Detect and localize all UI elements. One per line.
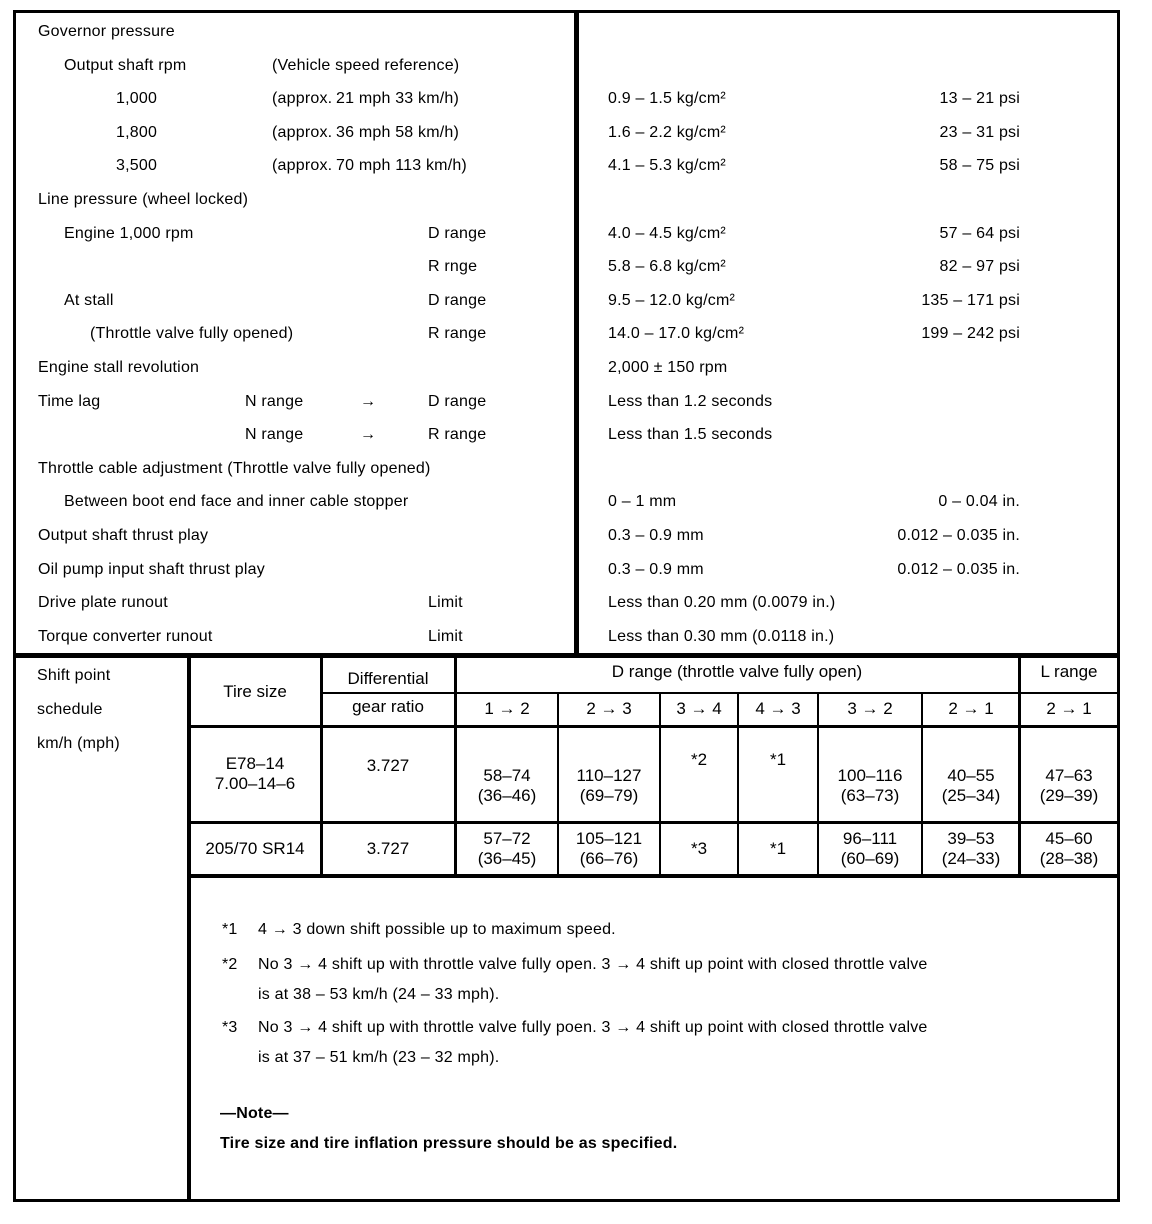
footnote-text: is at 37 – 51 km/h (23 – 32 mph). [258, 1049, 500, 1066]
arrow-icon: → [360, 392, 377, 410]
footnote-ref [738, 822, 818, 876]
cell-text: gear ratio [352, 697, 424, 716]
cell-text: 3.727 [366, 839, 410, 858]
cell-text: D range (throttle valve fully open) [611, 662, 863, 681]
spec-value-metric: Less than 0.20 mm (0.0079 in.) [608, 594, 836, 612]
spec-value-metric: 14.0 – 17.0 kg/cm² [608, 325, 745, 343]
spec-label: Engine 1,000 rpm [64, 224, 194, 242]
shift-speed-cell [818, 822, 922, 876]
spec-label: 1,000 [116, 90, 158, 108]
footnote-ref [660, 822, 738, 876]
spec-label: Governor pressure [38, 23, 175, 40]
spec-value-metric: 1.6 – 2.2 kg/cm² [608, 123, 726, 141]
spec-label: Oil pump input shaft thrust play [38, 560, 265, 578]
footnote-marker: *3 [222, 1019, 238, 1036]
spec-range: D range [428, 224, 487, 242]
shift-speed-cell [922, 822, 1020, 876]
spec-range: Limit [428, 594, 463, 612]
shift-speed-cell [456, 822, 558, 876]
cell-text: 39–53 [947, 829, 995, 848]
spec-label: Engine stall revolution [38, 359, 200, 376]
shift-schedule-label: Shift point [37, 667, 111, 684]
spec-value-metric: 0.9 – 1.5 kg/cm² [608, 90, 726, 108]
spec-value-metric: 4.0 – 4.5 kg/cm² [608, 224, 726, 242]
cell-text: Tire size [223, 682, 287, 701]
spec-value-imperial: 82 – 97 psi [939, 258, 1020, 276]
spec-value-imperial: 57 – 64 psi [939, 224, 1020, 242]
cell-text: 1 → 2 [484, 699, 530, 718]
cell-text: 45–60 [1045, 829, 1093, 848]
footnote-marker: *2 [222, 956, 238, 973]
cell-text: (63–73) [840, 786, 900, 805]
shift-column-header [818, 694, 922, 724]
spec-range: R range [428, 426, 487, 444]
cell-text: 40–55 [947, 766, 995, 785]
spec-from-range: N range [245, 426, 304, 444]
shift-column-header [738, 694, 818, 724]
spec-value-metric: 5.8 – 6.8 kg/cm² [608, 258, 726, 276]
cell-text: (24–33) [941, 849, 1001, 868]
spec-label: Torque converter runout [38, 627, 213, 645]
spec-label: Between boot end face and inner cable stopper [64, 493, 409, 511]
cell-text: *3 [690, 839, 708, 858]
cell-text: (36–46) [477, 786, 537, 805]
spec-value-imperial: 0.012 – 0.035 in. [897, 527, 1020, 544]
column-divider [574, 10, 579, 657]
spec-value-imperial: 0.012 – 0.035 in. [897, 560, 1020, 578]
spec-label: At stall [64, 291, 114, 309]
spec-value-metric: 0.3 – 0.9 mm [608, 560, 704, 578]
spec-speed-reference: 70 mph 113 km/h) [336, 157, 467, 175]
footnote-ref [660, 750, 738, 790]
spec-value-metric: Less than 1.5 seconds [608, 426, 773, 444]
shift-schedule-label: schedule [37, 701, 103, 718]
cell-text: 58–74 [483, 766, 531, 785]
spec-from-range: N range [245, 392, 304, 410]
cell-text: 110–127 [576, 766, 642, 785]
cell-text: L range [1040, 662, 1098, 681]
shift-speed-cell [1020, 822, 1118, 876]
tire-size-cell [190, 822, 320, 876]
spec-value-imperial: 23 – 31 psi [939, 123, 1020, 141]
cell-text: 96–111 [842, 829, 898, 848]
spec-value-imperial: 135 – 171 psi [921, 291, 1020, 309]
spec-range: D range [428, 392, 487, 410]
spec-value-imperial: 199 – 242 psi [921, 325, 1020, 343]
shift-column-header [660, 694, 738, 724]
footnote-text: 4 → 3 down shift possible up to maximum speed. [258, 921, 616, 938]
spec-condition: (approx. [272, 90, 333, 108]
note-text: Tire size and tire inflation pressure should be as specified. [220, 1135, 678, 1152]
cell-text: (66–76) [579, 849, 639, 868]
shift-column-header [1020, 694, 1118, 724]
spec-speed-reference: 21 mph 33 km/h) [336, 90, 460, 108]
cell-text: *1 [769, 750, 787, 769]
cell-text: E78–14 [225, 754, 285, 773]
note-title: —Note— [220, 1105, 289, 1122]
spec-value-metric: 9.5 – 12.0 kg/cm² [608, 291, 736, 309]
spec-value-imperial: 58 – 75 psi [939, 157, 1020, 175]
spec-value-metric: 0.3 – 0.9 mm [608, 527, 704, 544]
shift-speed-cell [456, 766, 558, 814]
cell-text: (36–45) [477, 849, 537, 868]
footnote-text: No 3 → 4 shift up with throttle valve fully poen. 3 → 4 shift up point with closed throttle valve [258, 1019, 928, 1036]
tire-size-cell [190, 726, 320, 822]
spec-value-metric: Less than 1.2 seconds [608, 392, 773, 410]
spec-value-metric: 2,000 ± 150 rpm [608, 359, 728, 376]
shift-schedule-label: km/h (mph) [37, 735, 120, 752]
arrow-icon: → [360, 426, 377, 444]
d-range-header [456, 658, 1018, 686]
shift-column-header [558, 694, 660, 724]
cell-text: 105–121 [575, 829, 643, 848]
cell-text: (28–38) [1039, 849, 1099, 868]
shift-column-header [922, 694, 1020, 724]
spec-label: (Throttle valve fully opened) [90, 325, 294, 343]
spec-label: 1,800 [116, 123, 158, 141]
tire-size-header [190, 658, 320, 726]
spec-label: Time lag [38, 392, 101, 410]
cell-text: (29–39) [1039, 786, 1099, 805]
spec-value-metric: 0 – 1 mm [608, 493, 677, 511]
shift-speed-cell [558, 822, 660, 876]
spec-label: Throttle cable adjustment (Throttle valve fully opened) [38, 459, 431, 477]
spec-range: R rnge [428, 258, 478, 276]
shift-column-header [456, 694, 558, 724]
cell-text: 100–116 [837, 766, 903, 785]
cell-text: *2 [690, 750, 708, 769]
spec-condition: (approx. [272, 123, 333, 141]
cell-text: 4 → 3 [755, 699, 801, 718]
cell-text: 2 → 1 [948, 699, 994, 718]
cell-text: 3 → 2 [847, 699, 893, 718]
spec-condition: (Vehicle speed reference) [272, 56, 460, 74]
cell-text: 47–63 [1045, 766, 1093, 785]
cell-text: 2 → 1 [1046, 699, 1092, 718]
cell-text: (25–34) [941, 786, 1001, 805]
cell-text: *1 [769, 839, 787, 858]
spec-range: R range [428, 325, 487, 343]
cell-text: (60–69) [840, 849, 900, 868]
footnote-marker: *1 [222, 921, 238, 938]
spec-label: Line pressure (wheel locked) [38, 191, 249, 208]
cell-text: (69–79) [579, 786, 639, 805]
footnote-text: No 3 → 4 shift up with throttle valve fully open. 3 → 4 shift up point with closed throttle valve [258, 956, 928, 973]
spec-range: D range [428, 291, 487, 309]
cell-text: 2 → 3 [586, 699, 632, 718]
spec-speed-reference: 36 mph 58 km/h) [336, 123, 460, 141]
spec-label: 3,500 [116, 157, 158, 175]
spec-value-imperial: 13 – 21 psi [939, 90, 1020, 108]
spec-value-metric: Less than 0.30 mm (0.0118 in.) [608, 627, 835, 645]
cell-text: 57–72 [483, 829, 531, 848]
cell-text: 7.00–14–6 [214, 774, 296, 793]
spec-value-imperial: 0 – 0.04 in. [938, 493, 1020, 511]
spec-label: Drive plate runout [38, 594, 168, 612]
cell-text: 3.727 [366, 756, 410, 775]
spec-label: Output shaft rpm [64, 56, 187, 74]
l-range-header [1020, 658, 1118, 686]
shift-speed-cell [818, 766, 922, 814]
cell-text: 3 → 4 [676, 699, 722, 718]
footnote-text: is at 38 – 53 km/h (24 – 33 mph). [258, 986, 500, 1003]
spec-label: Output shaft thrust play [38, 527, 209, 544]
gear-ratio-cell [322, 822, 454, 876]
spec-value-metric: 4.1 – 5.3 kg/cm² [608, 157, 726, 175]
cell-text: Differential [347, 669, 429, 688]
footnote-ref [738, 750, 818, 790]
shift-speed-cell [558, 766, 660, 814]
spec-condition: (approx. [272, 157, 333, 175]
gear-ratio-cell [322, 718, 454, 814]
shift-speed-cell [1020, 766, 1118, 814]
shift-speed-cell [922, 766, 1020, 814]
spec-range: Limit [428, 627, 463, 645]
cell-text: 205/70 SR14 [205, 839, 305, 858]
